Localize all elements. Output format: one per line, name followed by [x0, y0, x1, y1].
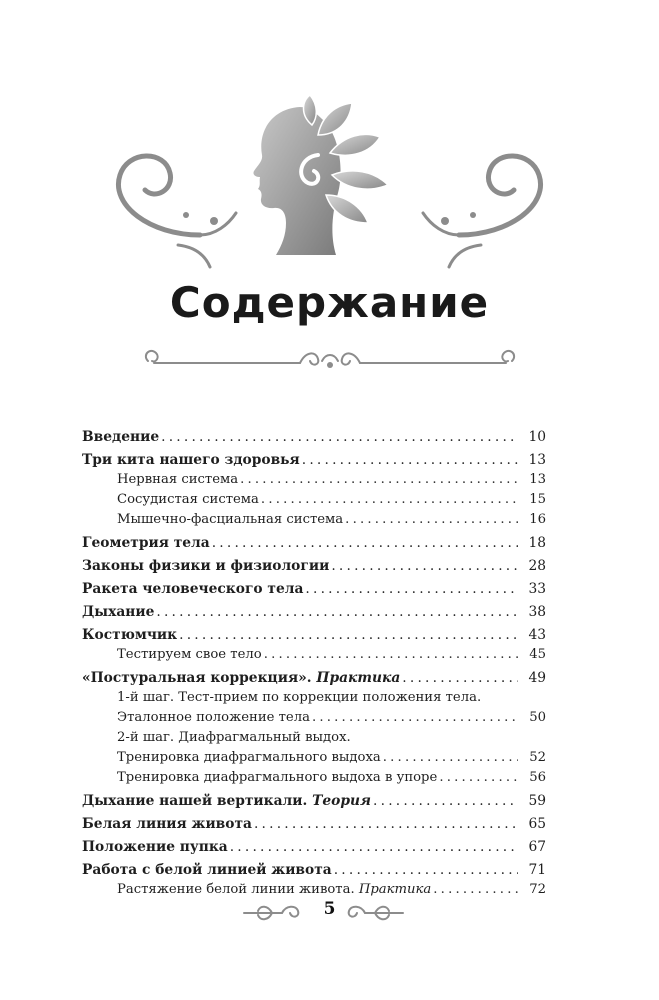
toc-entry-title: [82, 814, 252, 834]
toc-leader-dots: [331, 556, 518, 576]
toc-page-number: 38: [528, 604, 546, 620]
toc-entry-title: [82, 556, 329, 576]
toc-entry-title: [82, 450, 300, 470]
toc-leader-dots: [439, 768, 518, 788]
toc-entry-title: [117, 708, 310, 728]
toc-title-part: Практика: [316, 670, 401, 686]
toc-page-number: 71: [528, 862, 546, 878]
toc-page-number: 43: [528, 627, 546, 643]
toc-title-part: Белая линия живота: [82, 816, 252, 832]
toc-entry: [82, 625, 546, 645]
toc-subentry: [82, 490, 546, 510]
toc-entry: [82, 860, 546, 880]
toc-leader-dots: [402, 668, 518, 688]
toc-entry-title: [82, 427, 159, 447]
toc-entry-title: [82, 668, 400, 688]
table-of-contents: [82, 427, 546, 900]
toc-title-part: Геометрия тела: [82, 535, 210, 551]
page-footer: [0, 893, 659, 933]
toc-entry: [82, 427, 546, 447]
toc-entry-title: [82, 791, 371, 811]
toc-leader-dots: [305, 579, 518, 599]
left-swirl-icon: [118, 156, 236, 267]
toc-page-number: 18: [528, 535, 546, 551]
toc-leader-dots: [345, 510, 518, 530]
toc-title-part: Дыхание: [82, 604, 155, 620]
toc-subentry: [82, 645, 546, 665]
toc-page-number: 28: [528, 558, 546, 574]
toc-subentry: [82, 768, 546, 788]
toc-title-part: Растяжение белой линии живота.: [117, 882, 359, 897]
toc-page-number: 56: [529, 770, 546, 785]
toc-leader-dots: [254, 814, 518, 834]
toc-leader-dots: [240, 470, 518, 490]
toc-leader-dots: [383, 748, 518, 768]
toc-title-part: Положение пупка: [82, 839, 228, 855]
toc-entry-title: [117, 748, 381, 768]
toc-page-number: 15: [529, 492, 546, 507]
toc-leader-dots: [212, 533, 518, 553]
woman-silhouette-ornament: [0, 95, 659, 270]
toc-title-part: Эталонное положение тела: [117, 710, 310, 725]
toc-title-part: 2-й шаг. Диафрагмальный выдох.: [117, 730, 351, 745]
right-swirl-icon: [423, 156, 541, 267]
toc-entry-title: [117, 688, 481, 708]
toc-subentry: [82, 688, 546, 708]
toc-subentry: [82, 728, 546, 748]
toc-leader-dots: [312, 708, 518, 728]
footer-right-ornament-icon: [345, 901, 405, 923]
toc-title-part: Ракета человеческого тела: [82, 581, 304, 597]
toc-entry-title: [82, 602, 154, 622]
toc-title-part: Законы физики и физиологии: [82, 558, 330, 574]
divider-ornament-icon: [140, 345, 520, 375]
toc-entry: [82, 533, 546, 553]
toc-subentry: [82, 748, 546, 768]
toc-leader-dots: [302, 450, 518, 470]
toc-page-number: 13: [528, 452, 546, 468]
toc-leader-dots: [264, 645, 518, 665]
toc-entry-title: [117, 645, 262, 665]
toc-entry-title: [82, 837, 228, 857]
toc-title-part: Тестируем свое тело: [117, 647, 262, 662]
toc-title-part: Нервная система: [117, 472, 239, 487]
toc-title-part: Сосудистая система: [117, 492, 259, 507]
toc-entry-title: [82, 625, 177, 645]
toc-entry-title: [117, 728, 351, 748]
toc-entry: [82, 791, 546, 811]
toc-page-number: 16: [529, 512, 546, 527]
page-number: 5: [323, 899, 336, 919]
toc-entry: [82, 556, 546, 576]
toc-subentry: [82, 510, 546, 530]
toc-leader-dots: [373, 791, 518, 811]
toc-page-number: 10: [528, 429, 546, 445]
toc-page-number: 33: [528, 581, 546, 597]
toc-title-part: «Постуральная коррекция».: [82, 670, 317, 686]
toc-entry: [82, 579, 546, 599]
toc-title-part: Теория: [312, 793, 372, 809]
toc-entry-title: [117, 768, 437, 788]
toc-title-part: Мышечно-фасциальная система: [117, 512, 344, 527]
toc-entry-title: [82, 533, 210, 553]
toc-entry-title: [117, 510, 343, 530]
toc-page-number: 52: [529, 750, 546, 765]
toc-page-number: 49: [528, 670, 546, 686]
toc-entry-title: [117, 470, 238, 490]
toc-title-part: Костюмчик: [82, 627, 178, 643]
toc-leader-dots: [179, 625, 518, 645]
toc-leader-dots: [334, 860, 518, 880]
toc-title-part: Тренировка диафрагмального выдоха: [117, 750, 381, 765]
toc-title-part: Тренировка диафрагмального выдоха в упоре: [117, 770, 438, 785]
toc-leader-dots: [156, 602, 518, 622]
toc-page-number: 13: [529, 472, 546, 487]
toc-title-part: Три кита нашего здоровья: [82, 452, 300, 468]
toc-title-part: Дыхание нашей вертикали.: [82, 793, 313, 809]
toc-subentry: [82, 470, 546, 490]
toc-entry-title: [82, 579, 303, 599]
toc-page-number: 65: [528, 816, 546, 832]
toc-entry-title: [82, 860, 332, 880]
toc-leader-dots: [161, 427, 518, 447]
toc-page-number: 67: [528, 839, 546, 855]
toc-entry: [82, 837, 546, 857]
toc-page-number: 50: [529, 710, 546, 725]
toc-leader-dots: [230, 837, 518, 857]
toc-title-part: Работа с белой линией живота: [82, 862, 332, 878]
toc-title-part: Практика: [358, 882, 432, 897]
toc-title-part: 1-й шаг. Тест-прием по коррекции положения тела.: [117, 690, 482, 705]
toc-title-part: Введение: [82, 429, 160, 445]
toc-page-number: 59: [528, 793, 546, 809]
toc-entry: [82, 450, 546, 470]
toc-entry-title: [117, 490, 259, 510]
toc-entry: [82, 814, 546, 834]
toc-subentry: [82, 708, 546, 728]
toc-entry: [82, 668, 546, 688]
toc-leader-dots: [261, 490, 518, 510]
toc-entry: [82, 602, 546, 622]
toc-page-number: 72: [529, 882, 546, 897]
page-title: Содержание: [169, 278, 490, 327]
toc-page-number: 45: [529, 647, 546, 662]
